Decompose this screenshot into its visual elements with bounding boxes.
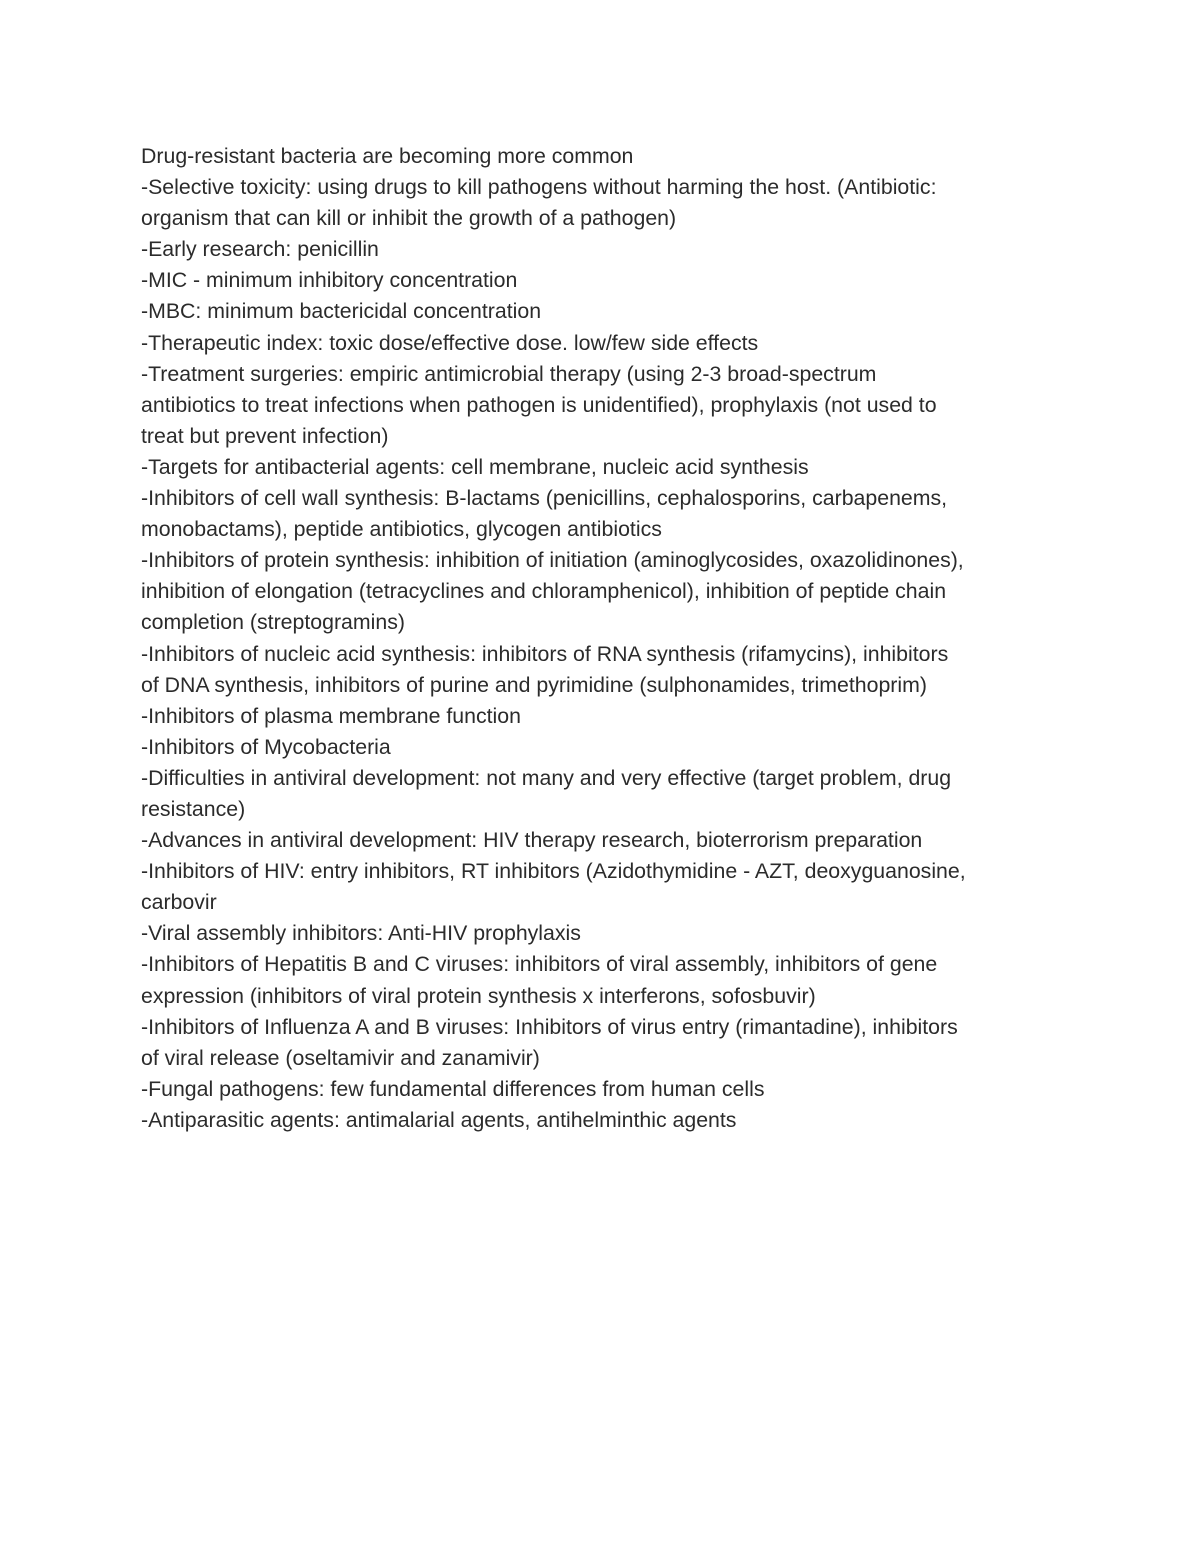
document-line: completion (streptogramins) (141, 610, 405, 635)
document-line: of DNA synthesis, inhibitors of purine and pyrimidine (sulphonamides, trimethoprim) (141, 672, 927, 697)
document-line: -Antiparasitic agents: antimalarial agents, antihelminthic agents (141, 1107, 737, 1132)
document-line: monobactams), peptide antibiotics, glycogen antibiotics (141, 517, 662, 542)
document-line: -Inhibitors of Influenza A and B viruses: Inhibitors of virus entry (rimantadine), inhibitors (141, 1014, 958, 1039)
document-line: -Viral assembly inhibitors: Anti-HIV prophylaxis (141, 921, 581, 946)
document-line: -Inhibitors of Hepatitis B and C viruses: inhibitors of viral assembly, inhibitors of gene (141, 952, 938, 977)
document-line: -Fungal pathogens: few fundamental differences from human cells (141, 1076, 765, 1101)
document-line: -Inhibitors of Mycobacteria (141, 734, 391, 759)
document-line: inhibition of elongation (tetracyclines and chloramphenicol), inhibition of peptide chain (141, 579, 947, 604)
document-line: -Targets for antibacterial agents: cell membrane, nucleic acid synthesis (141, 454, 809, 479)
document-line: treat but prevent infection) (141, 423, 389, 448)
document-line: -MIC - minimum inhibitory concentration (141, 268, 518, 293)
document-line: of viral release (oseltamivir and zanamivir) (141, 1045, 540, 1070)
document-line: antibiotics to treat infections when pathogen is unidentified), prophylaxis (not used to (141, 392, 937, 417)
document-line: organism that can kill or inhibit the growth of a pathogen) (141, 206, 677, 231)
document-line: -Advances in antiviral development: HIV therapy research, bioterrorism preparation (141, 828, 923, 853)
document-line: carbovir (141, 890, 217, 915)
document-line: -Difficulties in antiviral development: not many and very effective (target problem, drug (141, 765, 952, 790)
document-line: -Inhibitors of protein synthesis: inhibition of initiation (aminoglycosides, oxazolidinones), (141, 548, 964, 573)
document-line: -Inhibitors of plasma membrane function (141, 703, 521, 728)
document-body (141, 141, 1061, 1136)
document-line-heading: Drug-resistant bacteria are becoming more common (141, 144, 634, 168)
document-line: -Treatment surgeries: empiric antimicrobial therapy (using 2-3 broad-spectrum (141, 361, 877, 386)
document-line: -Early research: penicillin (141, 237, 379, 262)
document-line: -MBC: minimum bactericidal concentration (141, 299, 542, 324)
document-line: -Inhibitors of nucleic acid synthesis: inhibitors of RNA synthesis (rifamycins), inhibitors (141, 641, 949, 666)
document-line: -Inhibitors of HIV: entry inhibitors, RT inhibitors (Azidothymidine - AZT, deoxyguanosine, (141, 859, 966, 884)
document-line: expression (inhibitors of viral protein synthesis x interferons, sofosbuvir) (141, 983, 816, 1008)
document-line: -Selective toxicity: using drugs to kill pathogens without harming the host. (Antibiotic: (141, 175, 937, 200)
document-line: -Inhibitors of cell wall synthesis: B-lactams (penicillins, cephalosporins, carbapenems, (141, 486, 948, 511)
document-line: resistance) (141, 796, 246, 821)
document-line: -Therapeutic index: toxic dose/effective dose. low/few side effects (141, 330, 759, 355)
